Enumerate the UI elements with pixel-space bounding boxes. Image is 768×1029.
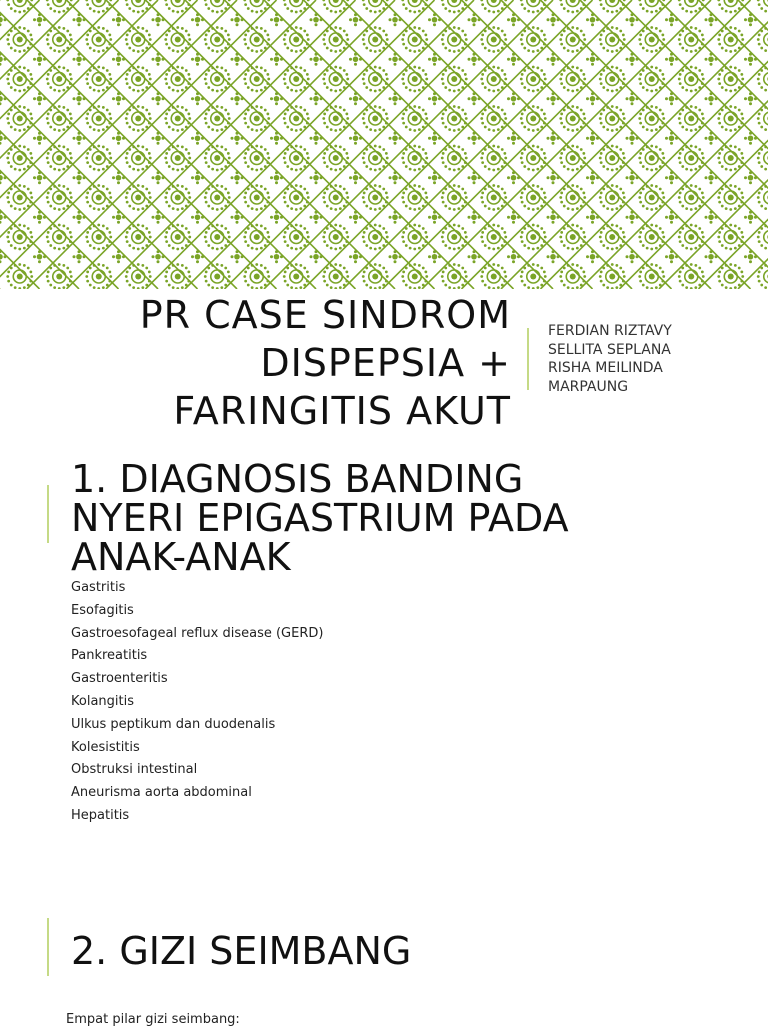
title-line-1: PR CASE SINDROM [40, 291, 511, 339]
list-item: Gastritis [71, 577, 323, 600]
title-divider-bar [527, 328, 529, 390]
section2-heading: 2. GIZI SEIMBANG [71, 928, 411, 974]
title-line-3: FARINGITIS AKUT [40, 387, 511, 435]
author-line-3: RISHA MEILINDA [548, 359, 758, 378]
list-item: Gastroenteritis [71, 668, 323, 691]
list-item: Pankreatitis [71, 645, 323, 668]
section2-accent-bar [47, 918, 49, 976]
list-item: Gastroesofageal reflux disease (GERD) [71, 623, 323, 646]
author-line-2: SELLITA SEPLANA [548, 341, 758, 360]
list-item: Hepatitis [71, 805, 323, 828]
section1-heading-line-3: ANAK-ANAK [71, 538, 751, 577]
list-item: Aneurisma aorta abdominal [71, 782, 323, 805]
section1-heading-line-1: 1. DIAGNOSIS BANDING [71, 460, 751, 499]
list-item: Esofagitis [71, 600, 323, 623]
geometric-pattern-graphic [0, 0, 768, 289]
section1-accent-bar [47, 485, 49, 543]
author-list [548, 322, 758, 396]
title-line-2: DISPEPSIA + [40, 339, 511, 387]
list-item: Kolesistitis [71, 737, 323, 760]
author-line-4: MARPAUNG [548, 378, 758, 397]
section2-intro-text: Empat pilar gizi seimbang: [66, 1011, 240, 1029]
slide-title [40, 291, 511, 435]
diagnosis-list [71, 577, 323, 828]
decorative-pattern-banner [0, 0, 768, 289]
author-line-1: FERDIAN RIZTAVY [548, 322, 758, 341]
section1-heading [71, 460, 751, 577]
list-item: Kolangitis [71, 691, 323, 714]
list-item: Obstruksi intestinal [71, 759, 323, 782]
list-item: Ulkus peptikum dan duodenalis [71, 714, 323, 737]
section1-heading-line-2: NYERI EPIGASTRIUM PADA [71, 499, 751, 538]
